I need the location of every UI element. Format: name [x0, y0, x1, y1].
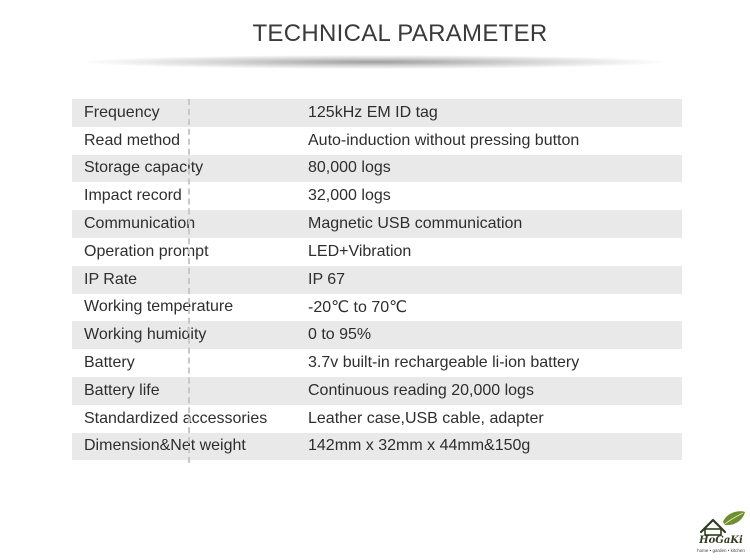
spec-value: IP 67	[308, 270, 346, 288]
spec-value: Leather case,USB cable, adapter	[308, 409, 544, 427]
spec-value: -20℃ to 70℃	[308, 299, 408, 317]
spec-row	[72, 377, 682, 405]
spec-label: Standardized accessories	[84, 409, 268, 427]
spec-row	[72, 99, 682, 127]
spec-row	[72, 155, 682, 183]
spec-row	[72, 182, 682, 210]
spec-label: Communication	[84, 215, 196, 233]
spec-value: 80,000 logs	[308, 159, 391, 177]
spec-value: Continuous reading 20,000 logs	[308, 381, 534, 399]
spec-label: Read method	[84, 131, 181, 149]
page-title: TECHNICAL PARAMETER	[252, 20, 548, 47]
spec-label: Frequency	[84, 103, 160, 121]
spec-value: 142mm x 32mm x 44mm&150g	[308, 437, 531, 455]
spec-value: 3.7v built-in rechargeable li-ion battery	[308, 354, 580, 372]
spec-row	[72, 210, 682, 238]
spec-value: Auto-induction without pressing button	[308, 131, 580, 149]
spec-label: Impact record	[84, 187, 182, 205]
spec-row	[72, 433, 682, 461]
spec-row	[72, 294, 682, 322]
spec-label: Battery	[84, 354, 135, 372]
title-underline-shadow	[85, 55, 665, 69]
spec-label: Battery life	[84, 381, 160, 399]
spec-value: LED+Vibration	[308, 242, 412, 260]
spec-label: Dimension&Net weight	[84, 437, 246, 455]
house-leaf-icon	[693, 508, 749, 538]
column-divider	[188, 99, 190, 463]
spec-label: Operation prompt	[84, 242, 209, 260]
spec-value: 125kHz EM ID tag	[308, 103, 438, 121]
spec-label: Storage capacity	[84, 159, 204, 177]
brand-logo	[693, 508, 749, 556]
spec-row	[72, 321, 682, 349]
spec-value: 32,000 logs	[308, 187, 391, 205]
logo-tagline: home • garden • kitchen	[697, 548, 745, 553]
spec-label: Working temperature	[84, 298, 234, 316]
spec-row	[72, 349, 682, 377]
spec-value: Magnetic USB communication	[308, 215, 523, 233]
spec-row	[72, 405, 682, 433]
spec-row	[72, 127, 682, 155]
spec-table	[72, 99, 682, 460]
spec-row	[72, 266, 682, 294]
spec-label: Working humidity	[84, 326, 207, 344]
spec-label: IP Rate	[84, 270, 138, 288]
logo-wordmark: HoGaKi	[699, 535, 743, 546]
spec-value: 0 to 95%	[308, 326, 372, 344]
spec-row	[72, 238, 682, 266]
